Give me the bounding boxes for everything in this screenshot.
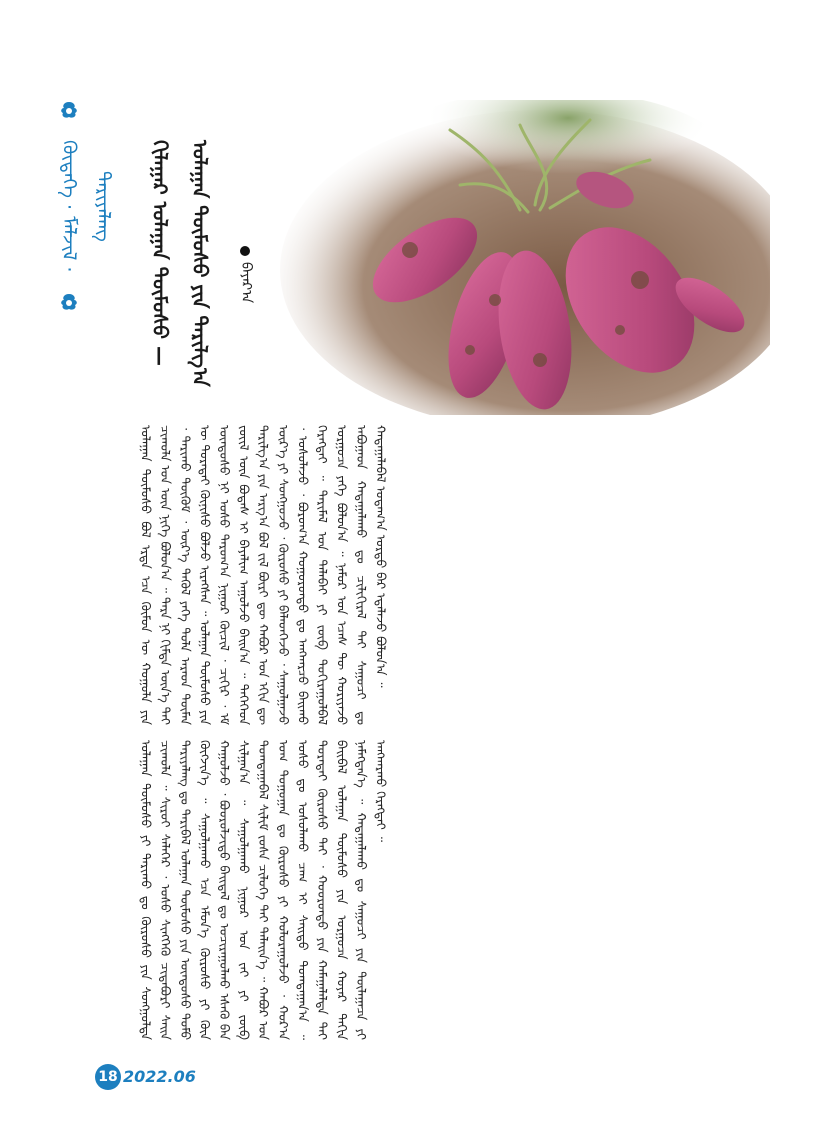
page-number-badge: 18 bbox=[95, 1064, 121, 1090]
body-column-1: ᠤᠯᠠᠭᠠᠨ ᠲᠥᠮᠦᠰᠦ ᠪᠣᠯ ᠡᠷᠲᠡ ᠡᠴᠡ ᠬᠦᠮᠦᠨ ᠦ ᠬᠣᠭᠣᠯᠠ ᠶᠢᠨ ᠴᠢᠬᠤᠯᠠ ᠡᠳ ᠦᠨ ᠨᠢᠭᠡ ᠪᠣᠯᠤᠨ᠎ᠠ ᠃ ᠲᠡᠷᠡ ᠨᠢ ᠬᠢᠮᠳᠠ ᠦᠨ᠎ᠡ ᠲᠡᠢ ᠂ ᠲᠠᠷᠢᠬᠤ ᠳᠥᠭᠦᠮ ᠂ ᠦᠷ᠎ᠡ ᠲᠡᠭᠦᠯ ᠶᠡᠬᠡ ᠲᠤᠯᠠ ᠠᠷᠠᠳ ᠲᠦᠮᠡᠨ ᠦ ᠳᠤᠷᠠᠲᠠᠢ ᠬᠦᠨᠢᠰᠦ ᠪᠣᠯᠵᠤ ᠢᠷᠡᠭᠰᠡᠨ ᠃ ᠤᠯᠠᠭᠠᠨ ᠲᠥᠮᠦᠰᠦ ᠶᠢᠨ ᠦᠨᠳᠦᠰᠦ ᠨᠢ ᠤᠰᠤ ᠲᠠᠷᠤᠭ᠎ᠠ ᠨᠢᠭᠤᠷ ᠬᠦᠴᠢᠯ ᠂ ᠴᠢᠬᠢᠷ ᠂ ᠡᠮ ᠵᠦᠢᠯ ᠦᠨ ᠪᠣᠳᠠᠰ ᠢ ᠪᠠᠶᠠᠯᠢᠭ ᠠᠭᠤᠯᠵᠤ ᠪᠠᠢᠨ᠎ᠠ ᠃ ᠲᠡᠭᠡᠭᠡᠳ ᠲᠠᠷᠢᠯᠭ᠎ᠠ ᠶᠢᠨ ᠠᠷᠭ᠎ᠠ ᠪᠣᠯ ᠵᠢᠯ ᠪᠦᠷᠢ ᠳᠦ ᠬᠠᠪᠤᠷ ᠤᠨ ᠡᠬᠢᠨ ᠳᠦ ᠦᠷ᠎ᠡ ᠶᠢ ᠰᠣᠩᠭᠤᠵᠤ ᠂ ᠬᠥᠷᠦᠰᠦ ᠶᠢ ᠪᠡᠯᠡᠳᠬᠡᠵᠦ ᠂ ᠰᠠᠭᠤᠯᠭᠠᠵᠤ ᠂ ᠤᠰᠤᠯᠠᠵᠤ ᠂ ᠪᠣᠷᠤᠭ᠎ᠠ ᠬᠣᠭᠣᠷᠤᠨᠳᠤ ᠳᠤ ᠠᠩᠬᠠᠷᠴᠤ ᠪᠠᠢᠬᠤ ᠬᠡᠷᠡᠭᠲᠡᠢ ᠃ ᠲᠠᠷᠢᠮᠠᠯ ᠤᠨ ᠲᠠᠯᠠᠪᠠᠢ ᠶᠢ ᠵᠥᠪ ᠲᠣᠬᠢᠷᠠᠭᠤᠯᠪᠠᠯ ᠤᠷᠭᠤᠴᠠ ᠶᠡᠬᠡ ᠪᠣᠯᠤᠨ᠎ᠠ ᠃ ᠨᠠᠮᠤᠷ ᠤᠨ ᠡᠴᠡᠰ ᠲᠦ ᠬᠤᠷᠢᠶᠠᠵᠤ ᠠᠪᠤᠭᠠᠳ ᠬᠠᠳᠠᠭᠠᠯᠠᠬᠤ ᠳᠤ ᠴᠢᠯᠢᠭᠢᠷᠠᠯ ᠲᠠᠢ ᠰᠠᠭᠤᠴᠢ ᠳᠤ ᠬᠠᠳᠠᠭᠠᠯᠠᠪᠠᠯ ᠤᠳᠠᠭ᠎ᠠ ᠤᠷᠲᠤ ᠪᠠᠷ ᠡᠳᠡᠯᠡᠵᠦ ᠪᠣᠯᠤᠨ᠎ᠠ ᠃ bbox=[138, 425, 389, 725]
author-bullet-icon bbox=[240, 246, 250, 256]
article-author: ᠪᠠᠶᠠᠷ᠎ᠠ bbox=[238, 262, 254, 304]
issue-label: 2022.06 bbox=[123, 1067, 196, 1086]
sweet-potato-photo bbox=[270, 100, 770, 415]
body-column-2: ᠤᠯᠠᠭᠠᠨ ᠲᠥᠮᠦᠰᠦ ᠶᠢ ᠲᠠᠷᠢᠬᠤ ᠳᠤ ᠬᠥᠷᠦᠰᠦ ᠶᠢᠨ ᠰᠣᠩᠭᠣᠯᠲᠠ ᠴᠢᠬᠤᠯᠠ ᠃ ᠰᠢᠷᠣᠢ ᠰᠡᠯᠡᠭᠡᠷ ᠂ ᠤᠰᠤ ᠰᠢᠩᠭᠡᠬᠦ ᠴᠢᠳᠠᠪᠤᠷᠢ ᠰᠠᠢᠨ ᠲᠠᠷᠢᠶᠠᠯᠠᠩ ᠳᠤ ᠲᠠᠷᠢᠪᠠᠯ ᠤᠯᠠᠭᠠᠨ ᠲᠥᠮᠦᠰᠦ ᠶᠢᠨ ᠦᠨᠳᠦᠰᠦ ᠲᠣᠮᠣ ᠬᠥᠭᠵᠢᠨ᠎ᠡ ᠃ ᠰᠠᠭᠤᠯᠭᠠᠬᠤ ᠡᠴᠡ ᠡᠮᠦᠨ᠎ᠡ ᠬᠥᠷᠦᠰᠦ ᠶᠢ ᠭᠦᠨ ᠬᠠᠭᠤᠯᠵᠤ ᠂ ᠪᠣᠣᠷᠣᠯᠵᠢᠲᠤ ᠪᠠᠢᠳᠠᠯ ᠳᠤ ᠤᠴᠢᠷᠠᠭᠤᠯᠬᠤ ᠡᠰᠡᠬᠦ ᠪᠠᠨ ᠰᠢᠯᠭᠠᠨ᠎ᠠ ᠃ ᠰᠠᠭᠤᠯᠭᠠᠬᠤ ᠨᠢᠭᠤᠷ ᠤᠨ ᠵᠠᠢ ᠶᠢ ᠵᠥᠪ ᠲᠣᠭᠲᠠᠭᠠᠪᠠᠯ ᠰᠢᠯᠢᠮ ᠵᠤᠰᠠ ᠴᠢᠯᠦᠭᠡ ᠲᠡᠢ ᠲᠡᠯᠡᠢᠨ᠎ᠡ ᠃ ᠬᠠᠪᠤᠷ ᠤᠨ ᠤᠭ ᠲᠣᠭᠤᠭᠠᠨ ᠳᠤ ᠬᠥᠷᠦᠰᠦ ᠶᠢ ᠬᠤᠯᠤᠷᠠᠭᠤᠯᠵᠤ ᠂ ᠬᠤᠷ᠎ᠠ ᠤᠰᠤ ᠳᠤ ᠤᠰᠤᠯᠠᠬᠤ ᠴᠠᠭ ᠢ ᠰᠠᠢᠲᠤ ᠲᠣᠭᠲᠠᠭᠠᠨ᠎ᠠ ᠃ ᠳᠤᠷᠠᠲᠠᠢ ᠬᠥᠷᠦᠰᠦ ᠲᠡᠢ ᠂ ᠬᠣᠣᠷᠤᠨᠳᠤ ᠶᠢᠨ ᠬᠠᠮᠠᠭᠠᠯᠠᠯᠲᠠ ᠲᠡᠢ ᠪᠠᠢᠪᠠᠯ ᠤᠯᠠᠭᠠᠨ ᠲᠥᠮᠦᠰᠦ ᠶᠢᠨ ᠤᠷᠭᠤᠴᠠ ᠬᠣᠶᠠᠷ ᠳᠠᠬᠢᠨ ᠨᠡᠮᠡᠭᠳᠡᠨ᠎ᠡ ᠃ ᠬᠠᠳᠠᠭᠠᠯᠠᠬᠤ ᠳᠤ ᠰᠠᠭᠤᠴᠢ ᠶᠢᠨ ᠳᠦᠯᠠᠭᠠᠴᠠ ᠶᠢ ᠠᠩᠬᠠᠷᠬᠤ ᠬᠡᠷᠡᠭᠲᠡᠢ ᠃ bbox=[138, 740, 389, 1040]
top-ornament-icon bbox=[58, 100, 80, 122]
article-title: ᠭᠢᠯᠠᠭᠠᠷ ᠤᠯᠠᠭᠠᠨ ᠲᠥᠮᠦᠰᠦ — ᠤᠯᠠᠭᠠᠨ ᠲᠥᠮᠦᠰᠦ ᠶᠢᠨ ᠲᠠᠷᠢᠯᠭ᠎ᠠ bbox=[148, 140, 212, 387]
bottom-ornament-icon bbox=[58, 292, 80, 314]
section-label: ᠬᠥᠳᠡᠭᠡ · ᠮᠠᠯᠵᠢᠯ · ᠲᠠᠷᠢᠶᠠᠯᠠᠩ bbox=[58, 139, 114, 273]
